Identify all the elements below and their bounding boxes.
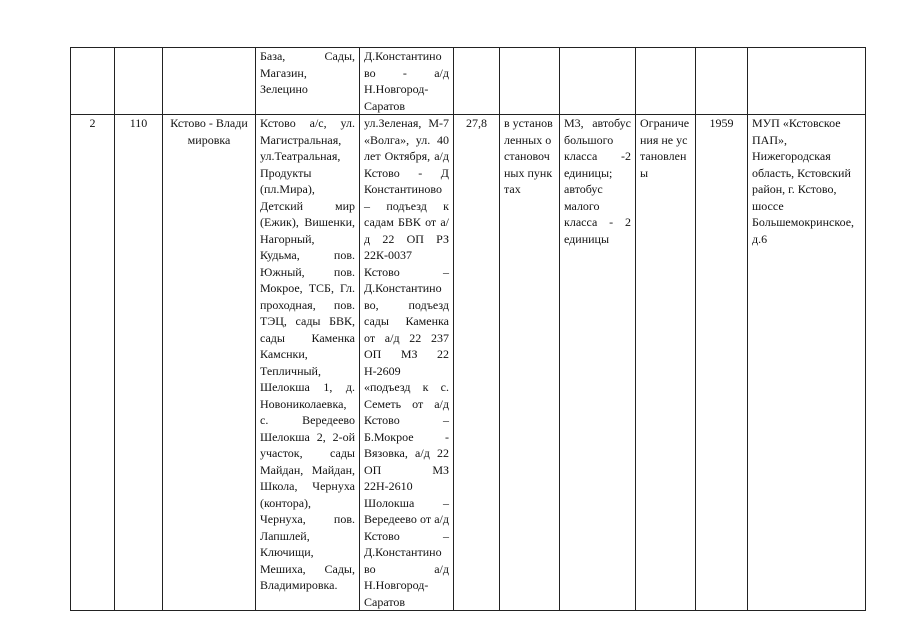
cell-year	[696, 115, 748, 611]
route-name: Кстово - Владимировка	[170, 116, 248, 147]
cell-empty	[500, 48, 560, 115]
route-streets: ул.Зеленая, М-7 «Волга», ул. 40 лет Октября, а/д Кстово - Д Константиново – подъезд к садам БВК от а/д 22 ОП РЗ 22К-0037 Кстово – Д.Константино во, подъезд сады Каменка от а/д 22 237 ОП МЗ 22 Н-2609 «подъезд к с. Семеть от а/д Кстово – Б.Мокрое - Вязовка, а/д 22 ОП МЗ 22Н-2610 Шолокша – Вередеево от а/д Кстово – Д.Константино во а/д Н.Новгород-Саратов	[364, 116, 449, 609]
route-carrier: МУП «Кстовское ПАП», Нижегородская область, Кстовский район, г. Кстово, шоссе Большемокринское, д.6	[752, 116, 855, 246]
cell-route-name	[163, 115, 256, 611]
cell-empty	[560, 48, 636, 115]
cell-length	[454, 115, 500, 611]
cell-empty	[748, 48, 866, 115]
cell-tariff	[636, 115, 696, 611]
route-length: 27,8	[466, 116, 487, 130]
cell-stop-mode	[500, 115, 560, 611]
table-row-continued	[71, 48, 866, 115]
route-stop-mode: в установленных остановочных пунктах	[504, 116, 553, 196]
table-row	[71, 115, 866, 611]
cell-streets	[360, 48, 454, 115]
streets-text: Д.Константино во - а/д Н.Новгород-Саратов	[364, 49, 449, 113]
cell-empty	[71, 48, 115, 115]
cell-carrier	[748, 115, 866, 611]
stops-text: База, Сады, Магазин, Зелецино	[260, 49, 355, 96]
cell-vehicles	[560, 115, 636, 611]
route-reg-number: 110	[129, 116, 148, 130]
route-table	[70, 47, 866, 611]
route-vehicles: М3, автобус большого класса -2 единицы; автобус малого класса - 2 единицы	[564, 116, 631, 246]
cell-reg-number	[115, 115, 163, 611]
cell-number	[71, 115, 115, 611]
cell-stops	[256, 48, 360, 115]
cell-empty	[163, 48, 256, 115]
cell-empty	[696, 48, 748, 115]
cell-stops	[256, 115, 360, 611]
route-stops: Кстово а/с, ул. Магистральная, ул.Театральная, Продукты (пл.Мира), Детский мир (Ежик), Вишенки, Нагорный, Кудьма, пов. Южный, пов. Мокрое, ТСБ, Гл. проходная, пов. ТЭЦ, сады БВК, сады Каменка Камснки, Тепличный, Шелокша 1, д. Новониколаевка, с. Вередеево Шелокша 2, 2-ой участок, сады Майдан, Майдан, Школа, Чернуха (контора), Чернуха, пов. Лапшлей, Ключищи, Мешиха, Сады, Владимировка.	[260, 116, 355, 592]
route-number: 2	[89, 116, 96, 130]
route-year: 1959	[709, 116, 734, 130]
route-tariff: Ограничения не установлены	[640, 116, 690, 180]
cell-empty	[454, 48, 500, 115]
cell-empty	[115, 48, 163, 115]
cell-streets	[360, 115, 454, 611]
cell-empty	[636, 48, 696, 115]
